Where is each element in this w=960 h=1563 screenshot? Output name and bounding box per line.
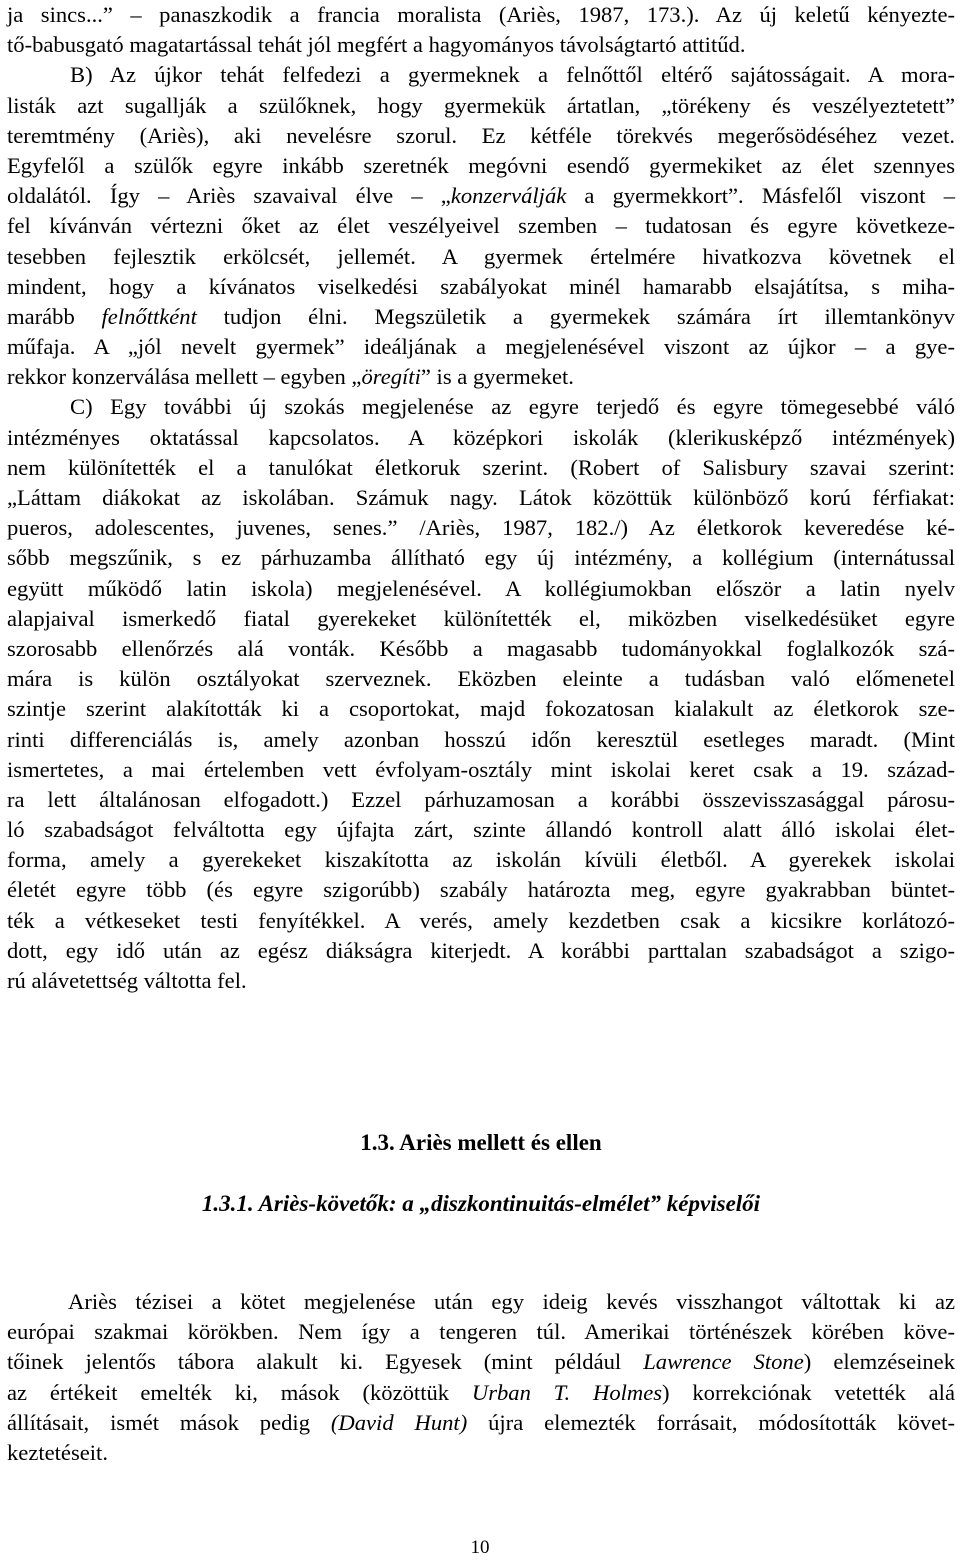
- text-line: C) Egy további új szokás megjelenése az egyre terjedő és egyre tömegesebbé váló: [70, 394, 955, 420]
- text-line: [7, 1378, 955, 1408]
- text-line: [7, 1347, 955, 1377]
- text-line: alapjaival ismerkedő fiatal gyerekeket különítették el, miközben viselkedésüket egyre: [7, 605, 955, 631]
- text-line: ték a vétkeseket testi fenyítékkel. A verés, amely kezdetben csak a kicsikre korlátozó-: [7, 907, 955, 933]
- text-line: tesebben fejlesztik erkölcsét, jellemét. A gyermek értelmére hivatkozva követnek el: [7, 243, 955, 269]
- text-line: mindent, hogy a kívánatos viselkedési szabályokat minél hamarabb elsajátítsa, s miha-: [7, 273, 955, 299]
- italic-name: Urban T. Holmes: [471, 1379, 663, 1405]
- text-run: ” is a gyermeket.: [420, 364, 574, 390]
- italic-name: Lawrence Stone: [643, 1349, 804, 1375]
- text-line: teremtmény (Ariès), aki nevelésre szorul. Ez kétféle törekvés megerősödéséhez vezet.: [7, 122, 955, 148]
- text-line: szorosabb ellenőrzés alá vonták. Később a magasabb tudományokkal foglalkozók szá-: [7, 635, 955, 661]
- text-line: intézményes oktatással kapcsolatos. A középkori iskolák (klerikusképző intézmények): [7, 424, 955, 450]
- text-line: [7, 362, 955, 392]
- text-run: a gyermekkort”. Másfelől viszont –: [566, 183, 956, 209]
- text-line: Ariès tézisei a kötet megjelenése után egy ideig kevés visszhangot váltottak ki az: [68, 1289, 955, 1314]
- text-line: B) Az újkor tehát felfedezi a gyermeknek a felnőttől eltérő sajátosságait. A mora-: [70, 62, 955, 88]
- text-line: keztetéseit.: [7, 1439, 108, 1465]
- text-line: [7, 302, 955, 332]
- text-run: ) korrekciónak vetették alá: [662, 1379, 955, 1405]
- subsection-heading: 1.3.1. Ariès-követők: a „diszkontinuitás-elmélet” képviselői: [201, 1191, 761, 1216]
- text-line: együtt működő latin iskola) megjelenésével. A kollégiumokban először a latin nyelv: [7, 575, 955, 601]
- text-line: szintje szerint alakították ki a csoportokat, majd fokozatosan kialakult az életkorok sze-: [7, 696, 955, 722]
- text-line: műfaja. A „jól nevelt gyermek” ideáljának a megjelenésével viszont az újkor – a gye-: [7, 334, 955, 360]
- text-line: [7, 1408, 955, 1438]
- italic-term: felnőttként: [101, 303, 197, 329]
- text-line: ja sincs...” – panaszkodik a francia moralista (Ariès, 1987, 173.). Az új keletű kényezte-: [7, 2, 955, 27]
- text-run: marább: [7, 303, 102, 329]
- body-paragraph-2: [7, 1287, 955, 1468]
- text-line: ismertetes, a mai értelemben vett évfolyam-osztály mint iskolai keret csak a 19. század-: [7, 756, 955, 782]
- text-run: oldalától. Így – Ariès szavaival élve – „: [7, 183, 451, 209]
- text-line: listák azt sugallják a szülőknek, hogy gyermekük ártatlan, „törékeny és veszélyeztetett”: [7, 92, 955, 118]
- text-line: nem különítették el a tanulókat életkoruk szerint. (Robert of Salisbury szavai szerint:: [7, 454, 955, 480]
- text-line: forma, amely a gyerekeket kiszakította az iskolán kívüli életből. A gyerekek iskolai: [7, 847, 955, 873]
- text-line: „Láttam diákokat az iskolában. Számuk nagy. Látok közöttük különböző korú férfiakat:: [7, 485, 955, 510]
- text-line: Egyfelől a szülők egyre inkább szeretnék megóvni esendő gyermekiket az élet szennyes: [7, 152, 955, 178]
- section-heading: 1.3. Ariès mellett és ellen: [360, 1130, 602, 1155]
- text-run: az értékeit emelték ki, mások (közöttük: [7, 1379, 472, 1405]
- text-line: fel kívánván vértezni őket az élet veszélyeivel szemben – tudatosan és egyre következe-: [7, 213, 955, 239]
- document-page: [7, 0, 956, 1465]
- text-run: tudjon élni. Megszületik a gyermekek számára írt illemtankönyv: [196, 303, 955, 329]
- text-run: ) elemzéseinek: [803, 1349, 955, 1375]
- italic-name: (David Hunt): [330, 1409, 468, 1435]
- text-run: rekkor konzerválása mellett – egyben „: [7, 364, 362, 390]
- body-paragraph-1: [7, 0, 955, 996]
- text-line: [7, 181, 955, 211]
- page-number: 10: [470, 1537, 490, 1558]
- text-line: ra lett általánosan elfogadott.) Ezzel párhuzamosan a korábbi összevisszasággal párosu-: [7, 786, 955, 812]
- text-line: európai szakmai körökben. Nem így a tengeren túl. Amerikai történészek körében köve-: [7, 1319, 955, 1345]
- text-run: tőinek jelentős tábora alakult ki. Egyesek (mint például: [7, 1349, 644, 1375]
- text-line: rinti differenciálás is, amely azonban hosszú időn keresztül esetleges maradt. (Mint: [7, 726, 955, 752]
- text-line: tő-babusgató magatartással tehát jól megfért a hagyományos távolságtartó attitűd.: [7, 32, 746, 58]
- text-line: mára is külön osztályokat szerveznek. Eközben eleinte a tudásban való előmenetel: [7, 666, 955, 692]
- text-line: rú alávetettség váltotta fel.: [7, 968, 247, 993]
- text-line: életét egyre több (és egyre szigorúbb) szabály határozta meg, egyre gyakrabban büntet-: [7, 877, 955, 903]
- text-line: pueros, adolescentes, juvenes, senes.” /Ariès, 1987, 182./) Az életkorok keveredése ké-: [7, 515, 955, 541]
- text-run: állításait, ismét mások pedig: [7, 1409, 331, 1435]
- italic-term: konzerválják: [450, 183, 567, 209]
- text-run: újra elemezték forrásait, módosították követ-: [467, 1409, 955, 1435]
- text-line: ló szabadságot felváltotta egy újfajta zárt, szinte állandó kontroll alatt álló iskolai élet-: [7, 817, 955, 843]
- text-line: sőbb megszűnik, s ez párhuzamba állítható egy új intézmény, a kollégium (internátussal: [7, 545, 955, 571]
- text-line: dott, egy idő után az egész diákságra kiterjedt. A korábbi parttalan szabadságot a szigo-: [7, 937, 955, 963]
- italic-term: öregíti: [361, 364, 421, 390]
